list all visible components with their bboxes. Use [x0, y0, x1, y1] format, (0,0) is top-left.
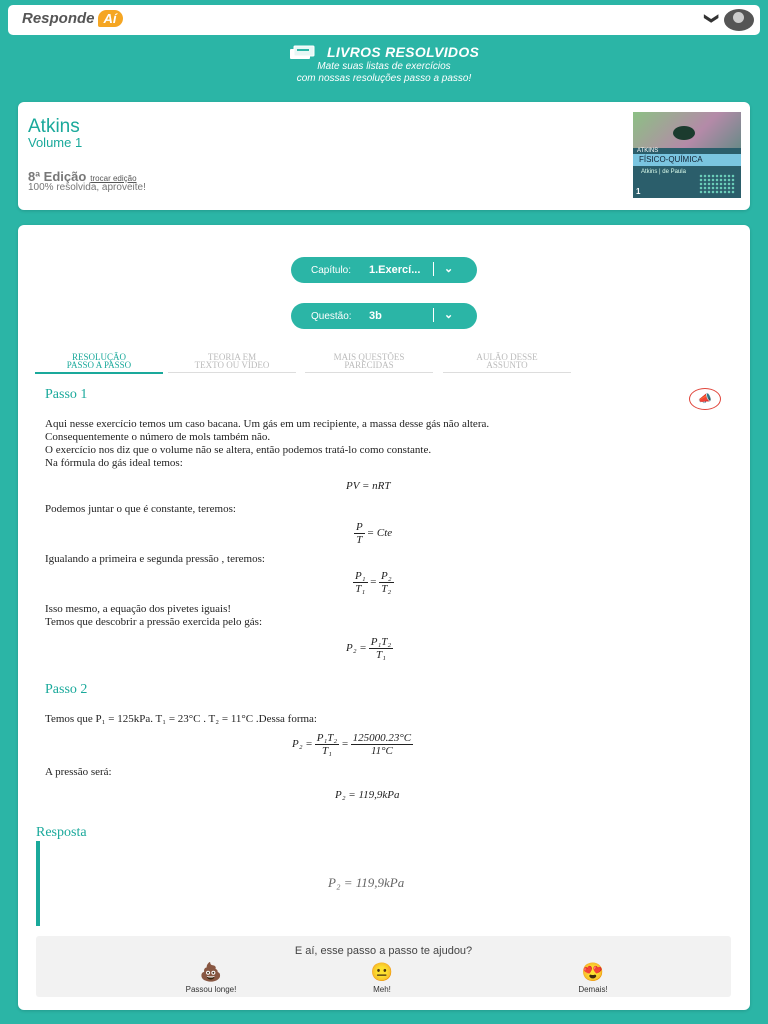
banner-subtitle-2: com nossas resoluções passo a passo!: [296, 73, 472, 84]
book-status: 100% resolvida, aproveite!: [28, 182, 146, 193]
tab-lesson[interactable]: AULÃO DESSE ASSUNTO: [443, 353, 571, 373]
feedback-question: E aí, esse passo a passo te ajudou?: [294, 945, 473, 957]
tab-similar-questions[interactable]: MAIS QUESTÕES PARECIDAS: [305, 353, 433, 373]
equation-pressures: $\frac{\text{P₁}}{\text{T₁}}$ = $\frac{\text{P₂}}{\text{T₂}}$: [355, 570, 392, 595]
promo-banner: [0, 38, 768, 96]
step-text: Isso mesmo, a equação dos pivetes iguais!: [45, 603, 232, 615]
feedback-bad-button[interactable]: 💩 Passou longe!: [171, 961, 251, 994]
equation-p-over-t: $\frac{P}{T}$ = Cte: [356, 521, 393, 546]
book-edition: 8ª Edição trocar edição: [28, 169, 137, 184]
feedback-box: [36, 936, 731, 997]
equation-result: P₂ = 119,9kPa: [335, 789, 400, 801]
step-2-title: Passo 2: [45, 682, 88, 697]
feedback-meh-button[interactable]: 😐 Meh!: [342, 961, 422, 994]
book-volume: Volume 1: [28, 135, 83, 150]
change-edition-link[interactable]: trocar edição: [90, 174, 137, 183]
chevron-down-icon[interactable]: ❯: [704, 12, 721, 25]
tab-step-by-step[interactable]: RESOLUÇÃO PASSO A PASSO: [35, 353, 163, 374]
step-text: A pressão será:: [45, 766, 112, 778]
book-card: [18, 102, 750, 210]
poop-icon: 💩: [199, 962, 223, 982]
step-text: Temos que descobrir a pressão exercida pelo gás:: [45, 616, 263, 628]
avatar[interactable]: [724, 9, 754, 31]
step-1-title: Passo 1: [45, 387, 88, 402]
step-text: O exercício nos diz que o volume não se altera, então podemos tratá-lo como constante.: [45, 444, 432, 456]
chevron-down-icon: ⌄: [444, 309, 454, 321]
solution-tabs: [35, 353, 566, 373]
equation-p2: P₂ = $\frac{\text{P₁T₂}}{\text{T₁}}$: [346, 636, 392, 661]
answer-title: Resposta: [36, 825, 87, 840]
neutral-face-icon: 😐: [370, 962, 394, 982]
step-text: Consequentemente o número de mols também não.: [45, 431, 271, 443]
responde-ai-logo[interactable]: Responde Aí: [22, 10, 123, 27]
book-icon: [289, 45, 317, 61]
answer-value: P₂ = 119,9kPa: [328, 875, 405, 890]
chapter-select[interactable]: Capítulo: 1.Exercí... ⌄: [291, 257, 477, 283]
step-text: Na fórmula do gás ideal temos:: [45, 457, 183, 469]
equation-ideal-gas: PV = nRT: [346, 480, 391, 492]
book-title: Atkins: [28, 116, 80, 137]
love-face-icon: 😍: [581, 962, 605, 982]
solution-card: [18, 225, 750, 1010]
answer-bar: [36, 841, 40, 926]
tab-theory[interactable]: TEORIA EM TEXTO OU VÍDEO: [168, 353, 296, 373]
step-text: Aqui nesse exercício temos um caso bacana. Um gás em um recipiente, a massa desse gás não altera.: [45, 418, 490, 430]
step-text: Temos que P₁ = 125kPa. T₁ = 23°C . T₂ = 11°C .Dessa forma:: [45, 713, 317, 725]
book-cover: ATKINS FÍSICO-QUÍMICA Atkins | de Paula 1: [633, 112, 741, 198]
banner-subtitle-1: Mate suas listas de exercícios: [317, 61, 451, 72]
feedback-great-button[interactable]: 😍 Demais!: [553, 961, 633, 994]
report-icon[interactable]: 📣: [689, 388, 721, 410]
top-bar: [8, 5, 760, 35]
step-text: Podemos juntar o que é constante, teremos:: [45, 503, 236, 515]
step-text: Igualando a primeira e segunda pressão , teremos:: [45, 553, 265, 565]
chevron-down-icon: ⌄: [444, 263, 454, 275]
equation-substitution: P₂ = $\frac{\text{P₁T₂}}{\text{T₁}}$ = $\frac{125000.23^\circ C}{11^\circ C}$: [292, 732, 412, 757]
question-select[interactable]: Questão: 3b ⌄: [291, 303, 477, 329]
banner-title: LIVROS RESOLVIDOS: [327, 44, 480, 60]
